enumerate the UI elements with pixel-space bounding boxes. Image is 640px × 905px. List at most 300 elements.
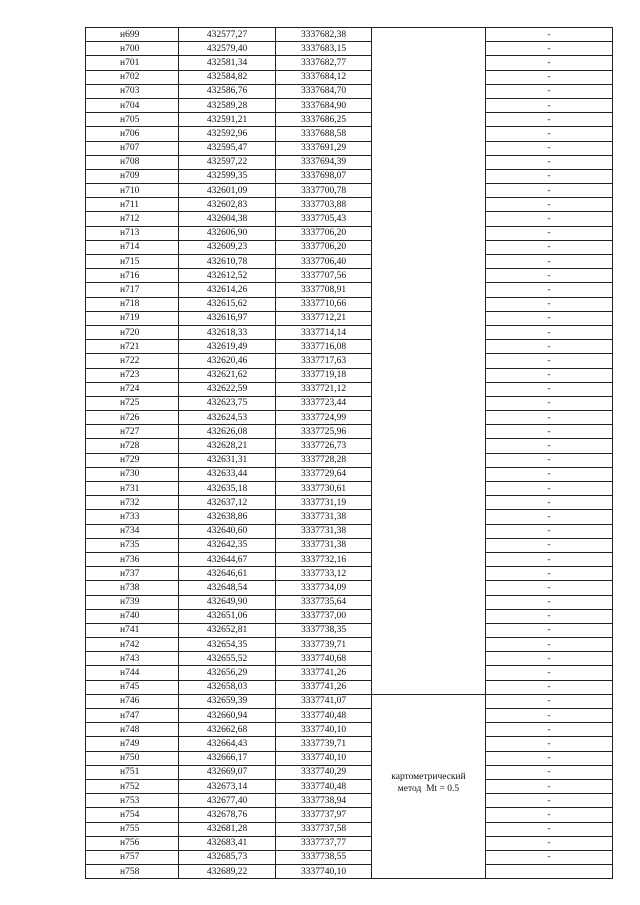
table-row bbox=[86, 411, 613, 425]
table-row bbox=[86, 425, 613, 439]
accuracy-cell: - bbox=[486, 113, 613, 127]
accuracy-cell: - bbox=[486, 325, 613, 339]
x-coordinate-cell: 432599,35 bbox=[179, 169, 276, 183]
table-row bbox=[86, 56, 613, 70]
point-number-cell: н734 bbox=[86, 524, 179, 538]
table-row bbox=[86, 70, 613, 84]
table-row bbox=[86, 28, 613, 42]
coordinates-table-page bbox=[85, 27, 612, 879]
y-coordinate-cell: 3337706,20 bbox=[276, 226, 372, 240]
accuracy-cell: - bbox=[486, 567, 613, 581]
y-coordinate-cell: 3337698,07 bbox=[276, 169, 372, 183]
method-label bbox=[372, 771, 485, 795]
accuracy-cell: - bbox=[486, 283, 613, 297]
y-coordinate-cell: 3337738,55 bbox=[276, 850, 372, 864]
point-number-cell: н741 bbox=[86, 623, 179, 637]
accuracy-cell: - bbox=[486, 255, 613, 269]
point-number-cell: н723 bbox=[86, 368, 179, 382]
method-label-line2: метод Mt = 0.5 bbox=[397, 783, 460, 794]
y-coordinate-cell: 3337721,12 bbox=[276, 382, 372, 396]
point-number-cell: н713 bbox=[86, 226, 179, 240]
point-number-cell: н743 bbox=[86, 652, 179, 666]
accuracy-cell: - bbox=[486, 723, 613, 737]
y-coordinate-cell: 3337730,61 bbox=[276, 482, 372, 496]
y-coordinate-cell: 3337739,71 bbox=[276, 737, 372, 751]
x-coordinate-cell: 432618,33 bbox=[179, 325, 276, 339]
accuracy-cell: - bbox=[486, 595, 613, 609]
table-row bbox=[86, 510, 613, 524]
point-number-cell: н705 bbox=[86, 113, 179, 127]
point-number-cell: н703 bbox=[86, 84, 179, 98]
accuracy-cell: - bbox=[486, 680, 613, 694]
accuracy-cell: - bbox=[486, 354, 613, 368]
point-number-cell: н745 bbox=[86, 680, 179, 694]
x-coordinate-cell: 432689,22 bbox=[179, 865, 276, 879]
x-coordinate-cell: 432638,86 bbox=[179, 510, 276, 524]
x-coordinate-cell: 432623,75 bbox=[179, 396, 276, 410]
y-coordinate-cell: 3337731,38 bbox=[276, 524, 372, 538]
point-number-cell: н751 bbox=[86, 765, 179, 779]
accuracy-cell: - bbox=[486, 439, 613, 453]
x-coordinate-cell: 432683,41 bbox=[179, 836, 276, 850]
y-coordinate-cell: 3337740,48 bbox=[276, 779, 372, 793]
table-row bbox=[86, 779, 613, 793]
x-coordinate-cell: 432616,97 bbox=[179, 311, 276, 325]
y-coordinate-cell: 3337683,15 bbox=[276, 42, 372, 56]
y-coordinate-cell: 3337741,26 bbox=[276, 666, 372, 680]
table-row bbox=[86, 212, 613, 226]
method-cell-end bbox=[486, 865, 613, 879]
x-coordinate-cell: 432644,67 bbox=[179, 552, 276, 566]
table-row bbox=[86, 850, 613, 864]
accuracy-cell: - bbox=[486, 666, 613, 680]
x-coordinate-cell: 432581,34 bbox=[179, 56, 276, 70]
accuracy-cell: - bbox=[486, 524, 613, 538]
accuracy-cell: - bbox=[486, 141, 613, 155]
accuracy-cell: - bbox=[486, 496, 613, 510]
table-row bbox=[86, 496, 613, 510]
x-coordinate-cell: 432669,07 bbox=[179, 765, 276, 779]
point-number-cell: н708 bbox=[86, 155, 179, 169]
table-row bbox=[86, 240, 613, 254]
point-number-cell: н739 bbox=[86, 595, 179, 609]
accuracy-cell: - bbox=[486, 808, 613, 822]
y-coordinate-cell: 3337684,12 bbox=[276, 70, 372, 84]
table-row bbox=[86, 354, 613, 368]
accuracy-cell: - bbox=[486, 127, 613, 141]
point-number-cell: н725 bbox=[86, 396, 179, 410]
y-coordinate-cell: 3337731,19 bbox=[276, 496, 372, 510]
accuracy-cell: - bbox=[486, 226, 613, 240]
y-coordinate-cell: 3337740,48 bbox=[276, 709, 372, 723]
point-number-cell: н715 bbox=[86, 255, 179, 269]
point-number-cell: н721 bbox=[86, 340, 179, 354]
table-row bbox=[86, 283, 613, 297]
x-coordinate-cell: 432651,06 bbox=[179, 609, 276, 623]
accuracy-cell: - bbox=[486, 368, 613, 382]
point-number-cell: н727 bbox=[86, 425, 179, 439]
accuracy-cell: - bbox=[486, 411, 613, 425]
accuracy-cell: - bbox=[486, 311, 613, 325]
x-coordinate-cell: 432610,78 bbox=[179, 255, 276, 269]
table-row bbox=[86, 638, 613, 652]
accuracy-cell: - bbox=[486, 382, 613, 396]
x-coordinate-cell: 432589,28 bbox=[179, 98, 276, 112]
accuracy-cell: - bbox=[486, 581, 613, 595]
x-coordinate-cell: 432601,09 bbox=[179, 184, 276, 198]
x-coordinate-cell: 432579,40 bbox=[179, 42, 276, 56]
x-coordinate-cell: 432633,44 bbox=[179, 467, 276, 481]
table-row bbox=[86, 340, 613, 354]
x-coordinate-cell: 432612,52 bbox=[179, 269, 276, 283]
x-coordinate-cell: 432631,31 bbox=[179, 453, 276, 467]
table-row bbox=[86, 595, 613, 609]
table-row bbox=[86, 98, 613, 112]
x-coordinate-cell: 432591,21 bbox=[179, 113, 276, 127]
table-row bbox=[86, 723, 613, 737]
y-coordinate-cell: 3337734,09 bbox=[276, 581, 372, 595]
table-row bbox=[86, 311, 613, 325]
x-coordinate-cell: 432642,35 bbox=[179, 538, 276, 552]
table-row bbox=[86, 439, 613, 453]
coordinates-table-body bbox=[86, 28, 613, 879]
point-number-cell: н754 bbox=[86, 808, 179, 822]
accuracy-cell: - bbox=[486, 240, 613, 254]
accuracy-cell: - bbox=[486, 609, 613, 623]
accuracy-cell: - bbox=[486, 340, 613, 354]
y-coordinate-cell: 3337724,99 bbox=[276, 411, 372, 425]
y-coordinate-cell: 3337682,38 bbox=[276, 28, 372, 42]
y-coordinate-cell: 3337740,10 bbox=[276, 865, 372, 879]
point-number-cell: н731 bbox=[86, 482, 179, 496]
x-coordinate-cell: 432659,39 bbox=[179, 694, 276, 708]
point-number-cell: н748 bbox=[86, 723, 179, 737]
y-coordinate-cell: 3337725,96 bbox=[276, 425, 372, 439]
y-coordinate-cell: 3337691,29 bbox=[276, 141, 372, 155]
accuracy-cell: - bbox=[486, 42, 613, 56]
y-coordinate-cell: 3337707,56 bbox=[276, 269, 372, 283]
x-coordinate-cell: 432622,59 bbox=[179, 382, 276, 396]
y-coordinate-cell: 3337682,77 bbox=[276, 56, 372, 70]
x-coordinate-cell: 432602,83 bbox=[179, 198, 276, 212]
point-number-cell: н706 bbox=[86, 127, 179, 141]
x-coordinate-cell: 432592,96 bbox=[179, 127, 276, 141]
point-number-cell: н758 bbox=[86, 865, 179, 879]
table-row bbox=[86, 382, 613, 396]
x-coordinate-cell: 432621,62 bbox=[179, 368, 276, 382]
y-coordinate-cell: 3337737,00 bbox=[276, 609, 372, 623]
accuracy-cell: - bbox=[486, 709, 613, 723]
x-coordinate-cell: 432597,22 bbox=[179, 155, 276, 169]
x-coordinate-cell: 432648,54 bbox=[179, 581, 276, 595]
x-coordinate-cell: 432614,26 bbox=[179, 283, 276, 297]
x-coordinate-cell: 432586,76 bbox=[179, 84, 276, 98]
x-coordinate-cell: 432652,81 bbox=[179, 623, 276, 637]
x-coordinate-cell: 432609,23 bbox=[179, 240, 276, 254]
point-number-cell: н742 bbox=[86, 638, 179, 652]
y-coordinate-cell: 3337733,12 bbox=[276, 567, 372, 581]
accuracy-cell: - bbox=[486, 56, 613, 70]
point-number-cell: н702 bbox=[86, 70, 179, 84]
point-number-cell: н700 bbox=[86, 42, 179, 56]
x-coordinate-cell: 432624,53 bbox=[179, 411, 276, 425]
y-coordinate-cell: 3337705,43 bbox=[276, 212, 372, 226]
y-coordinate-cell: 3337726,73 bbox=[276, 439, 372, 453]
table-row bbox=[86, 794, 613, 808]
y-coordinate-cell: 3337729,64 bbox=[276, 467, 372, 481]
point-number-cell: н730 bbox=[86, 467, 179, 481]
x-coordinate-cell: 432595,47 bbox=[179, 141, 276, 155]
x-coordinate-cell: 432664,43 bbox=[179, 737, 276, 751]
point-number-cell: н701 bbox=[86, 56, 179, 70]
x-coordinate-cell: 432673,14 bbox=[179, 779, 276, 793]
y-coordinate-cell: 3337737,97 bbox=[276, 808, 372, 822]
table-row bbox=[86, 737, 613, 751]
x-coordinate-cell: 432635,18 bbox=[179, 482, 276, 496]
x-coordinate-cell: 432606,90 bbox=[179, 226, 276, 240]
y-coordinate-cell: 3337737,77 bbox=[276, 836, 372, 850]
y-coordinate-cell: 3337719,18 bbox=[276, 368, 372, 382]
accuracy-cell: - bbox=[486, 70, 613, 84]
y-coordinate-cell: 3337731,38 bbox=[276, 538, 372, 552]
accuracy-cell: - bbox=[486, 84, 613, 98]
y-coordinate-cell: 3337686,25 bbox=[276, 113, 372, 127]
y-coordinate-cell: 3337740,68 bbox=[276, 652, 372, 666]
point-number-cell: н753 bbox=[86, 794, 179, 808]
table-row bbox=[86, 396, 613, 410]
accuracy-cell: - bbox=[486, 623, 613, 637]
accuracy-cell: - bbox=[486, 98, 613, 112]
table-row bbox=[86, 694, 613, 708]
accuracy-cell: - bbox=[486, 297, 613, 311]
table-row bbox=[86, 482, 613, 496]
y-coordinate-cell: 3337706,20 bbox=[276, 240, 372, 254]
point-number-cell: н733 bbox=[86, 510, 179, 524]
y-coordinate-cell: 3337708,91 bbox=[276, 283, 372, 297]
table-row bbox=[86, 709, 613, 723]
y-coordinate-cell: 3337684,70 bbox=[276, 84, 372, 98]
y-coordinate-cell: 3337728,28 bbox=[276, 453, 372, 467]
table-row bbox=[86, 538, 613, 552]
table-row bbox=[86, 808, 613, 822]
x-coordinate-cell: 432662,68 bbox=[179, 723, 276, 737]
accuracy-cell: - bbox=[486, 638, 613, 652]
y-coordinate-cell: 3337740,10 bbox=[276, 751, 372, 765]
point-number-cell: н750 bbox=[86, 751, 179, 765]
y-coordinate-cell: 3337738,94 bbox=[276, 794, 372, 808]
point-number-cell: н722 bbox=[86, 354, 179, 368]
table-row bbox=[86, 765, 613, 779]
y-coordinate-cell: 3337694,39 bbox=[276, 155, 372, 169]
table-row bbox=[86, 255, 613, 269]
accuracy-cell: - bbox=[486, 425, 613, 439]
point-number-cell: н720 bbox=[86, 325, 179, 339]
x-coordinate-cell: 432660,94 bbox=[179, 709, 276, 723]
y-coordinate-cell: 3337737,58 bbox=[276, 822, 372, 836]
accuracy-cell: - bbox=[486, 482, 613, 496]
accuracy-cell: - bbox=[486, 212, 613, 226]
accuracy-cell: - bbox=[486, 155, 613, 169]
x-coordinate-cell: 432654,35 bbox=[179, 638, 276, 652]
point-number-cell: н719 bbox=[86, 311, 179, 325]
point-number-cell: н707 bbox=[86, 141, 179, 155]
accuracy-cell: - bbox=[486, 850, 613, 864]
table-row bbox=[86, 666, 613, 680]
x-coordinate-cell: 432685,73 bbox=[179, 850, 276, 864]
accuracy-cell: - bbox=[486, 467, 613, 481]
y-coordinate-cell: 3337735,64 bbox=[276, 595, 372, 609]
point-number-cell: н738 bbox=[86, 581, 179, 595]
accuracy-cell: - bbox=[486, 453, 613, 467]
table-row bbox=[86, 155, 613, 169]
point-number-cell: н728 bbox=[86, 439, 179, 453]
point-number-cell: н756 bbox=[86, 836, 179, 850]
point-number-cell: н757 bbox=[86, 850, 179, 864]
x-coordinate-cell: 432658,03 bbox=[179, 680, 276, 694]
x-coordinate-cell: 432584,82 bbox=[179, 70, 276, 84]
table-row bbox=[86, 652, 613, 666]
y-coordinate-cell: 3337712,21 bbox=[276, 311, 372, 325]
x-coordinate-cell: 432656,29 bbox=[179, 666, 276, 680]
method-cell bbox=[372, 694, 486, 878]
x-coordinate-cell: 432628,21 bbox=[179, 439, 276, 453]
accuracy-cell: - bbox=[486, 538, 613, 552]
y-coordinate-cell: 3337731,38 bbox=[276, 510, 372, 524]
accuracy-cell: - bbox=[486, 794, 613, 808]
x-coordinate-cell: 432620,46 bbox=[179, 354, 276, 368]
table-row bbox=[86, 567, 613, 581]
x-coordinate-cell: 432637,12 bbox=[179, 496, 276, 510]
y-coordinate-cell: 3337684,90 bbox=[276, 98, 372, 112]
x-coordinate-cell: 432681,28 bbox=[179, 822, 276, 836]
table-row bbox=[86, 297, 613, 311]
y-coordinate-cell: 3337688,58 bbox=[276, 127, 372, 141]
point-number-cell: н740 bbox=[86, 609, 179, 623]
x-coordinate-cell: 432640,60 bbox=[179, 524, 276, 538]
y-coordinate-cell: 3337703,88 bbox=[276, 198, 372, 212]
accuracy-cell: - bbox=[486, 169, 613, 183]
accuracy-cell: - bbox=[486, 184, 613, 198]
y-coordinate-cell: 3337741,26 bbox=[276, 680, 372, 694]
accuracy-cell: - bbox=[486, 396, 613, 410]
accuracy-cell: - bbox=[486, 28, 613, 42]
table-row bbox=[86, 113, 613, 127]
table-row bbox=[86, 198, 613, 212]
y-coordinate-cell: 3337740,10 bbox=[276, 723, 372, 737]
y-coordinate-cell: 3337741,07 bbox=[276, 694, 372, 708]
point-number-cell: н747 bbox=[86, 709, 179, 723]
accuracy-cell: - bbox=[486, 751, 613, 765]
table-row bbox=[86, 581, 613, 595]
method-label-line1: картометрический bbox=[391, 771, 466, 782]
table-row bbox=[86, 226, 613, 240]
point-number-cell: н755 bbox=[86, 822, 179, 836]
point-number-cell: н736 bbox=[86, 552, 179, 566]
point-number-cell: н749 bbox=[86, 737, 179, 751]
x-coordinate-cell: 432666,17 bbox=[179, 751, 276, 765]
point-number-cell: н744 bbox=[86, 666, 179, 680]
point-number-cell: н729 bbox=[86, 453, 179, 467]
x-coordinate-cell: 432649,90 bbox=[179, 595, 276, 609]
x-coordinate-cell: 432604,38 bbox=[179, 212, 276, 226]
table-row bbox=[86, 822, 613, 836]
accuracy-cell: - bbox=[486, 269, 613, 283]
x-coordinate-cell: 432619,49 bbox=[179, 340, 276, 354]
x-coordinate-cell: 432646,61 bbox=[179, 567, 276, 581]
point-number-cell: н732 bbox=[86, 496, 179, 510]
table-row bbox=[86, 368, 613, 382]
point-number-cell: н710 bbox=[86, 184, 179, 198]
table-row bbox=[86, 453, 613, 467]
table-row bbox=[86, 680, 613, 694]
point-number-cell: н716 bbox=[86, 269, 179, 283]
y-coordinate-cell: 3337732,16 bbox=[276, 552, 372, 566]
accuracy-cell: - bbox=[486, 552, 613, 566]
point-number-cell: н704 bbox=[86, 98, 179, 112]
table-row bbox=[86, 141, 613, 155]
y-coordinate-cell: 3337710,66 bbox=[276, 297, 372, 311]
point-number-cell: н718 bbox=[86, 297, 179, 311]
y-coordinate-cell: 3337738,35 bbox=[276, 623, 372, 637]
y-coordinate-cell: 3337714,14 bbox=[276, 325, 372, 339]
x-coordinate-cell: 432615,62 bbox=[179, 297, 276, 311]
accuracy-cell: - bbox=[486, 510, 613, 524]
x-coordinate-cell: 432677,40 bbox=[179, 794, 276, 808]
y-coordinate-cell: 3337700,78 bbox=[276, 184, 372, 198]
accuracy-cell: - bbox=[486, 765, 613, 779]
x-coordinate-cell: 432655,52 bbox=[179, 652, 276, 666]
x-coordinate-cell: 432626,08 bbox=[179, 425, 276, 439]
table-row bbox=[86, 609, 613, 623]
table-row bbox=[86, 269, 613, 283]
y-coordinate-cell: 3337740,29 bbox=[276, 765, 372, 779]
point-number-cell: н714 bbox=[86, 240, 179, 254]
y-coordinate-cell: 3337739,71 bbox=[276, 638, 372, 652]
point-number-cell: н737 bbox=[86, 567, 179, 581]
accuracy-cell: - bbox=[486, 694, 613, 708]
y-coordinate-cell: 3337706,40 bbox=[276, 255, 372, 269]
table-row bbox=[86, 127, 613, 141]
point-number-cell: н709 bbox=[86, 169, 179, 183]
table-row bbox=[86, 169, 613, 183]
point-number-cell: н711 bbox=[86, 198, 179, 212]
accuracy-cell: - bbox=[486, 652, 613, 666]
y-coordinate-cell: 3337723,44 bbox=[276, 396, 372, 410]
accuracy-cell: - bbox=[486, 737, 613, 751]
x-coordinate-cell: 432577,27 bbox=[179, 28, 276, 42]
table-row bbox=[86, 623, 613, 637]
table-row bbox=[86, 42, 613, 56]
accuracy-cell: - bbox=[486, 198, 613, 212]
table-row bbox=[86, 184, 613, 198]
point-number-cell: н726 bbox=[86, 411, 179, 425]
accuracy-cell: - bbox=[486, 836, 613, 850]
y-coordinate-cell: 3337717,63 bbox=[276, 354, 372, 368]
coordinates-table bbox=[85, 27, 613, 879]
table-row bbox=[86, 836, 613, 850]
table-row bbox=[86, 751, 613, 765]
point-number-cell: н752 bbox=[86, 779, 179, 793]
point-number-cell: н699 bbox=[86, 28, 179, 42]
y-coordinate-cell: 3337716,08 bbox=[276, 340, 372, 354]
x-coordinate-cell: 432678,76 bbox=[179, 808, 276, 822]
table-row bbox=[86, 552, 613, 566]
method-cell-blank bbox=[372, 28, 486, 695]
table-row bbox=[86, 325, 613, 339]
point-number-cell: н712 bbox=[86, 212, 179, 226]
point-number-cell: н724 bbox=[86, 382, 179, 396]
point-number-cell: н717 bbox=[86, 283, 179, 297]
